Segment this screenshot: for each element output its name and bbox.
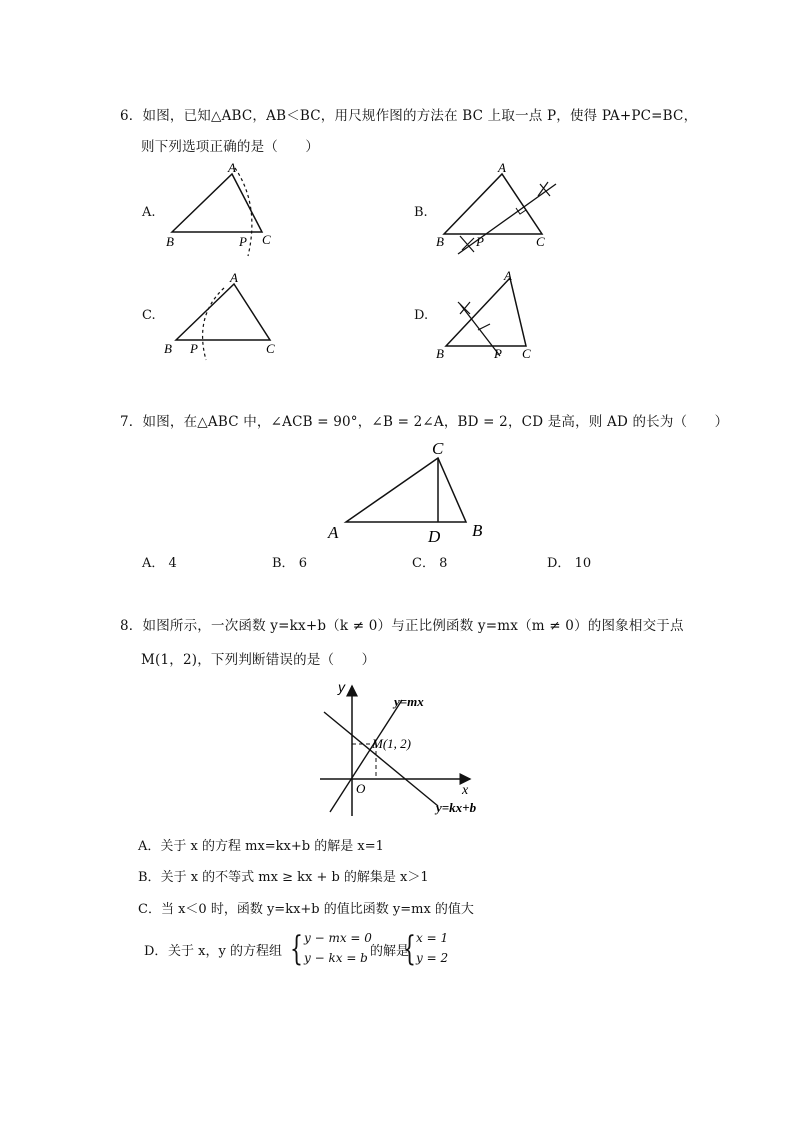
q8-option-d-sys2-eq1: x = 1 bbox=[416, 931, 449, 945]
q6-option-a-label[interactable]: A. bbox=[142, 205, 156, 220]
q6-option-d-figure bbox=[430, 268, 570, 364]
q6d-label-c: C bbox=[522, 346, 531, 361]
q6c-arc bbox=[203, 288, 224, 360]
q7-triangle bbox=[346, 458, 466, 522]
q8-option-d[interactable] bbox=[144, 930, 464, 972]
q6d-arc-mid bbox=[478, 324, 490, 330]
q6b-label-a: A bbox=[498, 160, 506, 175]
q6-option-d-label[interactable]: D. bbox=[414, 308, 429, 323]
q6d-arc-top bbox=[458, 302, 470, 314]
q8-option-d-label: D． bbox=[144, 944, 168, 959]
q7-label-d: D bbox=[428, 527, 441, 546]
q7-option-a[interactable] bbox=[142, 552, 177, 571]
q7-option-c-value: 8 bbox=[439, 556, 448, 571]
q8-text-line2: M(1，2)，下列判断错误的是（ ） bbox=[141, 652, 376, 668]
q6b-label-p: P bbox=[476, 234, 484, 249]
q7-figure bbox=[320, 434, 500, 546]
q6-text-line2: 则下列选项正确的是（ ） bbox=[141, 139, 320, 155]
q6b-label-b: B bbox=[436, 234, 444, 249]
q6c-triangle bbox=[176, 284, 270, 340]
q8-option-d-brace1: { bbox=[290, 929, 303, 969]
q6-line1 bbox=[120, 104, 697, 124]
q7-option-b-label: B． bbox=[272, 556, 295, 571]
q7-option-d-label: D． bbox=[547, 556, 571, 571]
q6-option-b-figure bbox=[430, 160, 570, 260]
q6a-label-p: P bbox=[239, 234, 247, 249]
q8-option-d-mid: 的解是 bbox=[370, 944, 410, 959]
q6b-label-c: C bbox=[536, 234, 545, 249]
q7-option-b[interactable] bbox=[272, 552, 307, 571]
q6-option-c-label[interactable]: C. bbox=[142, 308, 156, 323]
q8-option-b[interactable] bbox=[138, 866, 429, 885]
q6-option-a-figure bbox=[160, 160, 290, 260]
q6a-label-a: A bbox=[228, 160, 236, 175]
q8-option-a-label: A． bbox=[138, 839, 161, 854]
q8-line1 bbox=[120, 614, 684, 634]
q7-label-a: A bbox=[328, 523, 339, 542]
q8-label-y: y bbox=[338, 679, 345, 695]
q6c-label-b: B bbox=[164, 341, 172, 356]
q8-line-kxb bbox=[324, 712, 438, 806]
q8-number: 8． bbox=[120, 618, 143, 634]
q7-text: 如图，在△ABC 中，∠ACB = 90°，∠B = 2∠A，BD = 2，CD 是高，则 AD 的长为（ ） bbox=[142, 414, 729, 430]
q8-option-c-text: 当 x＜0 时，函数 y=kx+b 的值比函数 y=mx 的值大 bbox=[160, 902, 474, 917]
q8-option-b-text: 关于 x 的不等式 mx ≥ kx + b 的解集是 x＞1 bbox=[160, 870, 429, 885]
q8-line-mx bbox=[330, 700, 402, 812]
q7-option-c[interactable] bbox=[412, 552, 447, 571]
q7-number: 7． bbox=[120, 414, 143, 430]
q6d-label-p: P bbox=[494, 346, 502, 361]
q7-line bbox=[120, 410, 728, 430]
q6a-label-c: C bbox=[262, 232, 271, 247]
q8-option-d-sys2-eq2: y = 2 bbox=[416, 951, 449, 965]
q8-option-b-label: B． bbox=[138, 870, 161, 885]
q8-option-c[interactable] bbox=[138, 898, 474, 917]
q8-option-a[interactable] bbox=[138, 835, 384, 854]
q6-option-c-figure bbox=[160, 268, 290, 364]
q7-option-a-value: 4 bbox=[168, 556, 177, 571]
q6a-triangle bbox=[172, 174, 262, 232]
q6c-label-c: C bbox=[266, 341, 275, 356]
q8-label-x: x bbox=[462, 783, 469, 798]
q7-option-d[interactable] bbox=[547, 552, 591, 571]
q6d-label-b: B bbox=[436, 346, 444, 361]
q8-label-mx: y=mx bbox=[394, 694, 424, 709]
q8-option-a-text: 关于 x 的方程 mx=kx+b 的解是 x=1 bbox=[160, 839, 384, 854]
q8-label-origin: O bbox=[356, 781, 366, 796]
q7-option-a-label: A． bbox=[142, 556, 165, 571]
q8-label-kxb: y=kx+b bbox=[436, 800, 477, 815]
q7-label-c: C bbox=[432, 439, 444, 458]
q7-option-d-value: 10 bbox=[574, 556, 592, 571]
q8-option-d-brace2: { bbox=[403, 929, 416, 969]
q6c-label-p: P bbox=[190, 341, 198, 356]
q6-option-b-label[interactable]: B. bbox=[414, 205, 428, 220]
q7-option-c-label: C． bbox=[412, 556, 435, 571]
q8-graph bbox=[310, 676, 510, 822]
q8-text-line1: 如图所示，一次函数 y=kx+b（k ≠ 0）与正比例函数 y=mx（m ≠ 0）的图象相交于点 bbox=[142, 618, 684, 634]
q8-option-c-label: C． bbox=[138, 902, 161, 917]
q8-option-d-pre: 关于 x，y 的方程组 bbox=[168, 944, 282, 959]
q6c-label-a: A bbox=[230, 270, 238, 285]
q6-number: 6． bbox=[120, 108, 143, 124]
q6d-triangle bbox=[446, 278, 526, 346]
q6d-label-a: A bbox=[504, 268, 512, 283]
q7-option-b-value: 6 bbox=[298, 556, 307, 571]
q7-label-b: B bbox=[472, 521, 483, 540]
q6a-label-b: B bbox=[166, 234, 174, 249]
q8-label-point: M(1, 2) bbox=[372, 736, 411, 751]
q8-option-d-sys1-eq2: y − kx = b bbox=[304, 951, 368, 965]
q8-option-d-sys1-eq1: y − mx = 0 bbox=[304, 931, 372, 945]
q6-text-line1: 如图，已知△ABC，AB＜BC，用尺规作图的方法在 BC 上取一点 P，使得 PA+PC=BC， bbox=[142, 108, 698, 124]
